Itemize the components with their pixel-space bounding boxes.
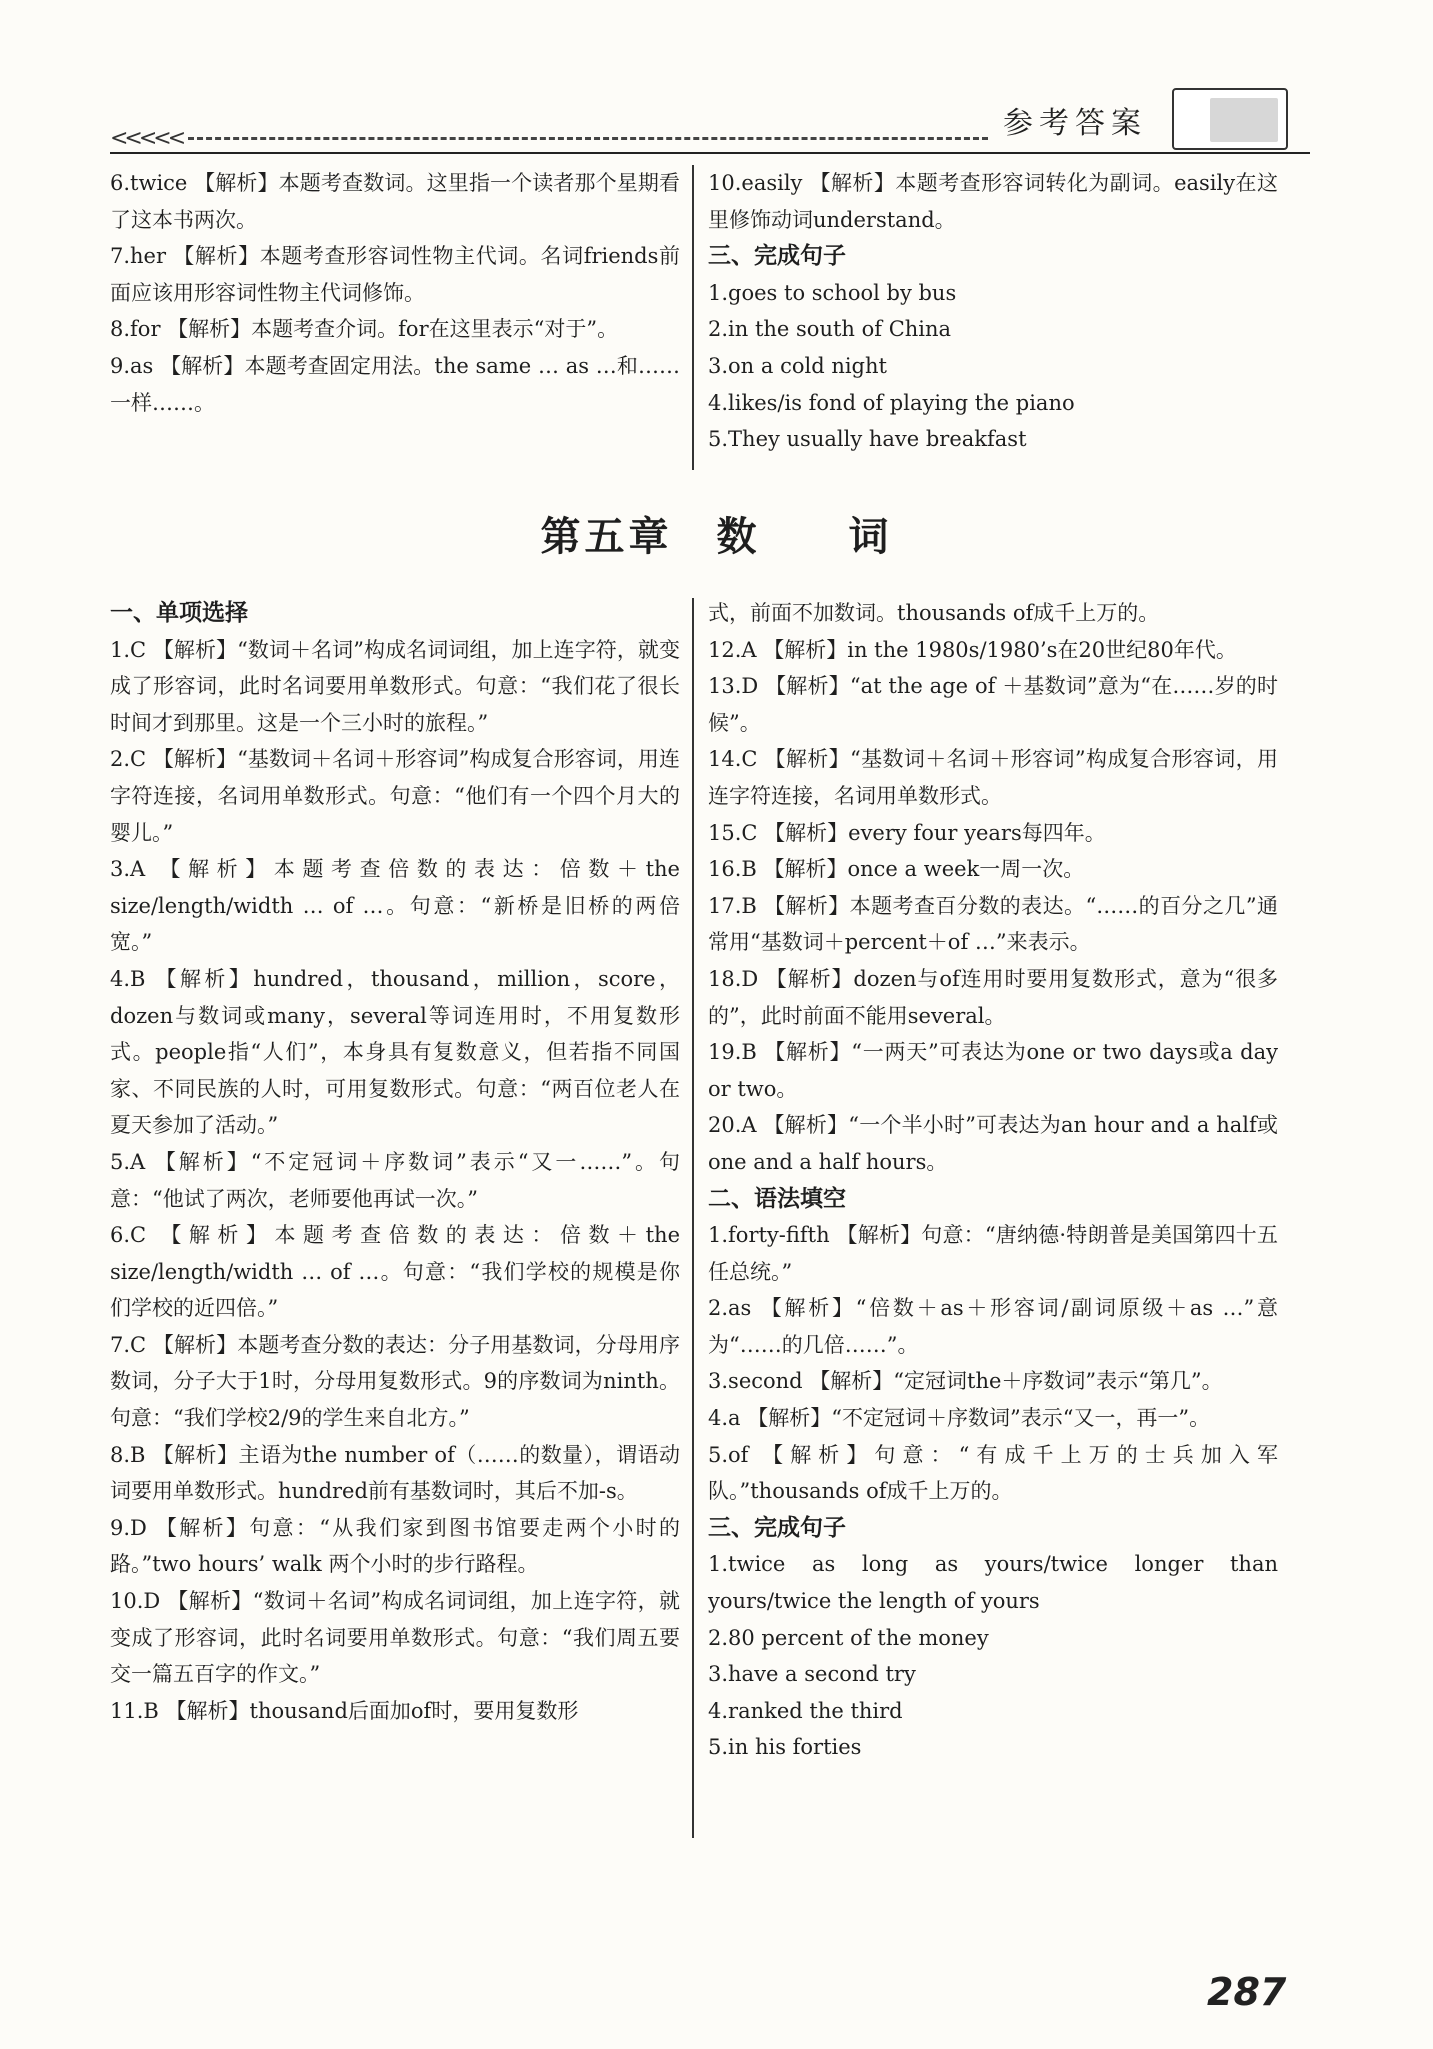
answer-item: 3.on a cold night: [708, 353, 887, 378]
section-heading: 三、完成句子: [708, 243, 846, 270]
answer-item: 4.ranked the third: [708, 1698, 903, 1723]
answer-item: 11.B 【解析】thousand后面加of时，要用复数形: [110, 1698, 579, 1723]
column-divider: [692, 165, 694, 470]
answer-item: 式，前面不加数词。thousands of成千上万的。: [708, 601, 1160, 625]
column-divider: [692, 598, 694, 1838]
answer-item: 3.A 【解析】本题考查倍数的表达：倍数＋the size/length/width … of …。句意：“新桥是旧桥的两倍宽。”: [110, 857, 680, 955]
answer-item: 2.in the south of China: [708, 317, 952, 342]
answer-item: 5.They usually have breakfast: [708, 427, 1027, 452]
double-chevron-icon: <<<<<: [110, 126, 183, 151]
answer-item: 17.B 【解析】本题考查百分数的表达。“……的百分之几”通常用“基数词＋percent＋of …”来表示。: [708, 893, 1278, 955]
answer-item: 10.D 【解析】“数词＋名词”构成名词词组，加上连字符，就变成了形容词，此时名词要用单数形式。句意：“我们周五要交一篇五百字的作文。”: [110, 1589, 680, 1687]
bottom-left-column: [110, 595, 680, 1729]
answer-item: 19.B 【解析】“一两天”可表达为one or two days或a day or two。: [708, 1040, 1278, 1101]
page-number: 287: [1207, 1970, 1287, 2014]
header-title: 参考答案: [1003, 106, 1147, 141]
top-left-column: [110, 165, 680, 421]
header-tab-box: [1172, 88, 1288, 150]
answer-item: 2.80 percent of the money: [708, 1625, 989, 1650]
bottom-right-column: [708, 595, 1278, 1766]
chapter-title: 第五章 数 词: [540, 513, 893, 560]
section-heading: 二、语法填空: [708, 1185, 846, 1212]
answer-item: 6.twice 【解析】本题考查数词。这里指一个读者那个星期看了这本书两次。: [110, 171, 680, 232]
answer-item: 7.her 【解析】本题考查形容词性物主代词。名词friends前面应该用形容词性物主代词修饰。: [110, 244, 680, 305]
answer-item: 8.B 【解析】主语为the number of（……的数量），谓语动词要用单数形式。hundred前有基数词时，其后不加-s。: [110, 1442, 680, 1504]
answer-item: 4.likes/is fond of playing the piano: [708, 390, 1075, 415]
answer-item: 1.C 【解析】“数词＋名词”构成名词词组，加上连字符，就变成了形容词，此时名词要用单数形式。句意：“我们花了很长时间才到那里。这是一个三小时的旅程。”: [110, 637, 680, 735]
answer-item: 12.A 【解析】in the 1980s/1980’s在20世纪80年代。: [708, 637, 1237, 662]
answer-item: 1.goes to school by bus: [708, 280, 957, 305]
answer-item: 16.B 【解析】once a week一周一次。: [708, 857, 1085, 882]
section-heading: 三、完成句子: [708, 1514, 846, 1541]
top-right-column: [708, 165, 1278, 458]
answer-item: 1.forty-fifth 【解析】句意：“唐纳德·特朗普是美国第四十五任总统。”: [708, 1223, 1278, 1284]
page-header: [110, 88, 1290, 151]
answer-item: 3.second 【解析】“定冠词the＋序数词”表示“第几”。: [708, 1369, 1223, 1394]
answer-item: 2.C 【解析】“基数词＋名词＋形容词”构成复合形容词，用连字符连接，名词用单数形式。句意：“他们有一个四个月大的婴儿。”: [110, 747, 680, 845]
header-dashed-line: [188, 137, 988, 140]
answer-item: 13.D 【解析】“at the age of ＋基数词”意为“在……岁的时候”。: [708, 674, 1278, 735]
answer-item: 2.as 【解析】“倍数＋as＋形容词/副词原级＋as …”意为“……的几倍……”。: [708, 1296, 1278, 1357]
answer-item: 4.a 【解析】“不定冠词＋序数词”表示“又一，再一”。: [708, 1406, 1211, 1431]
header-rule: [110, 152, 1310, 154]
answer-item: 18.D 【解析】dozen与of连用时要用复数形式，意为“很多的”，此时前面不能用several。: [708, 966, 1278, 1028]
answer-item: 1.twice as long as yours/twice longer than yours/twice the length of yours: [708, 1552, 1278, 1614]
answer-item: 5.A 【解析】“不定冠词＋序数词”表示“又一……”。句意：“他试了两次，老师要他再试一次。”: [110, 1149, 680, 1211]
answer-item: 5.in his forties: [708, 1735, 862, 1760]
answer-item: 7.C 【解析】本题考查分数的表达：分子用基数词，分母用序数词，分子大于1时，分母用复数形式。9的序数词为ninth。句意：“我们学校2/9的学生来自北方。”: [110, 1332, 680, 1431]
answer-item: 20.A 【解析】“一个半小时”可表达为an hour and a half或one and a half hours。: [708, 1113, 1278, 1174]
answer-item: 9.D 【解析】句意：“从我们家到图书馆要走两个小时的路。”two hours’ walk 两个小时的步行路程。: [110, 1515, 680, 1577]
section-heading: 一、单项选择: [110, 600, 248, 626]
answer-item: 14.C 【解析】“基数词＋名词＋形容词”构成复合形容词，用连字符连接，名词用单数形式。: [708, 747, 1278, 808]
answer-item: 4.B 【解析】hundred，thousand，million，score，dozen与数词或many，several等词连用时，不用复数形式。people指“人们”，本身具有复数意义，但若指不同国家、不同民族的人时，可用复数形式。句意：“两百位老人在夏天参加了活动。”: [110, 966, 680, 1138]
answer-item: 9.as 【解析】本题考查固定用法。the same … as …和……一样……。: [110, 353, 680, 415]
answer-item: 8.for 【解析】本题考查介词。for在这里表示“对于”。: [110, 317, 619, 342]
answer-item: 10.easily 【解析】本题考查形容词转化为副词。easily在这里修饰动词understand。: [708, 171, 1278, 232]
answer-item: 3.have a second try: [708, 1662, 916, 1687]
answer-item: 6.C 【解析】本题考查倍数的表达：倍数＋the size/length/width … of …。句意：“我们学校的规模是你们学校的近四倍。”: [110, 1223, 680, 1321]
answer-item: 5.of 【解析】句意：“有成千上万的士兵加入军队。”thousands of成千上万的。: [708, 1442, 1278, 1504]
answer-item: 15.C 【解析】every four years每四年。: [708, 820, 1106, 845]
